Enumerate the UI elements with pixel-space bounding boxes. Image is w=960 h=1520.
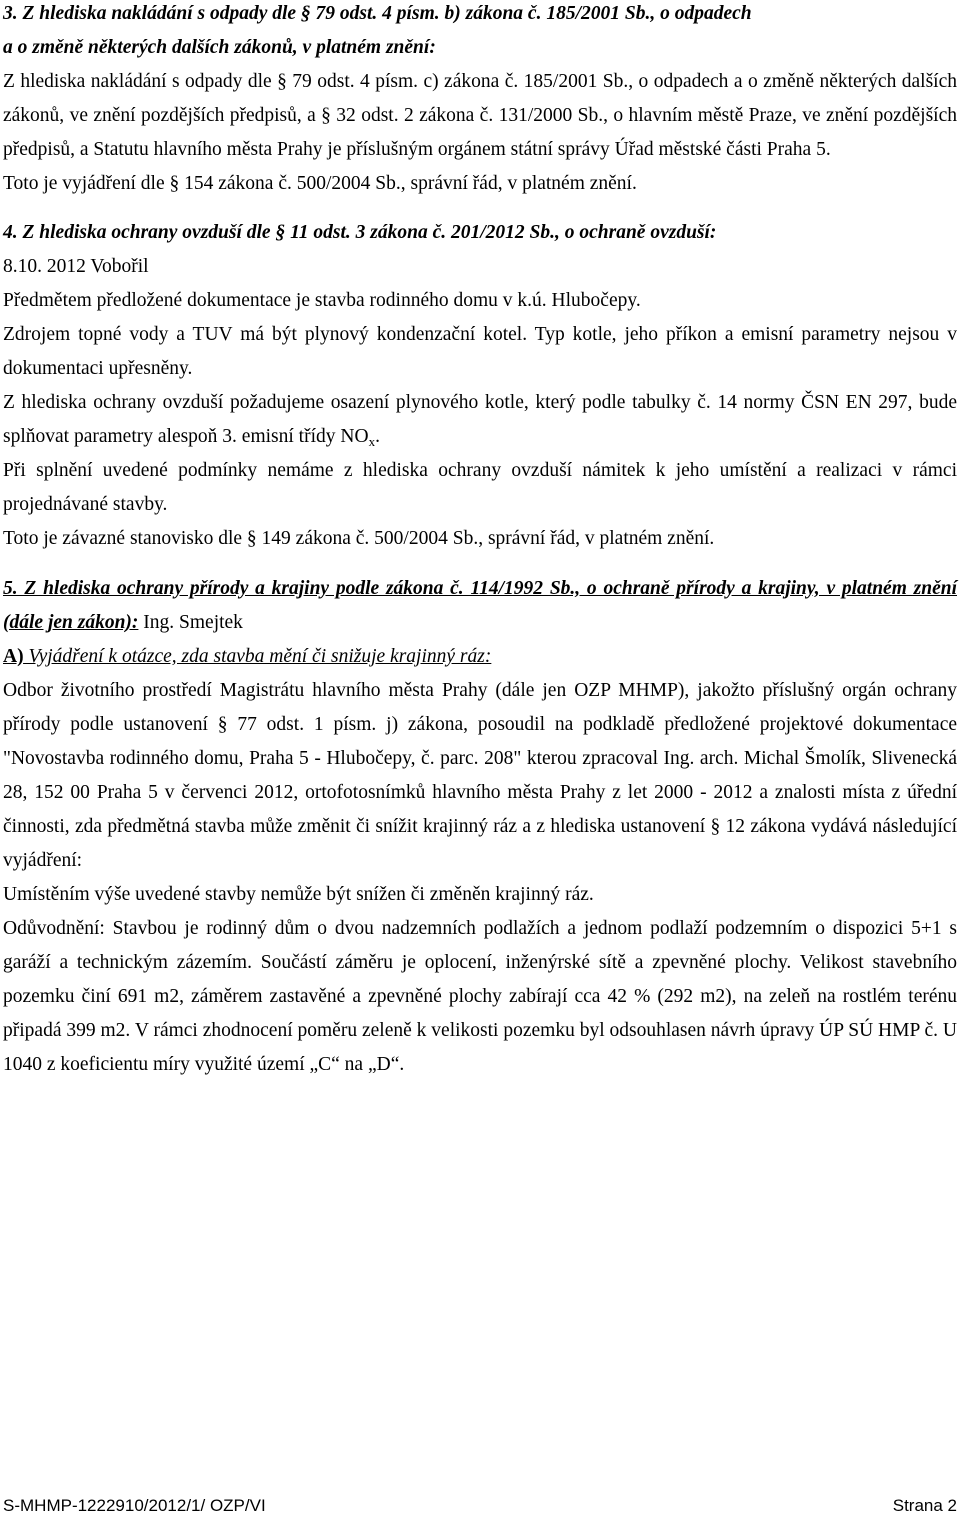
spacer bbox=[0, 556, 960, 572]
requirement-text: Z hlediska ochrany ovzduší požadujeme osazení plynového kotle, který podle tabulky č. 14 normy ČSN EN 297, bude splňovat parametry alespoň 3. emisní třídy NO bbox=[3, 392, 957, 447]
requirement-end: . bbox=[375, 426, 380, 447]
section3-paragraph: Z hlediska nakládání s odpady dle § 79 odst. 4 písm. c) zákona č. 185/2001 Sb., o odpadech a o změně některých dalších zákonů, ve znění pozdějších předpisů, a § 32 odst. 2 zákona č. 131/2000 Sb., o hlavním městě Praze, ve znění pozdějších předpisů, a Statutu hlavního města Prahy je příslušným orgánem státní správy Úřad městské části Praha 5. bbox=[3, 71, 957, 160]
section5-heading-block bbox=[0, 572, 957, 640]
section3-heading-line2: a o změně některých dalších zákonů, v platném znění: bbox=[3, 37, 436, 58]
spacer bbox=[0, 201, 960, 216]
question-text: Vyjádření k otázce, zda stavba mění či snižuje krajinný ráz: bbox=[23, 646, 492, 667]
section3-heading-line1: 3. Z hlediska nakládání s odpady dle § 79 odst. 4 písm. b) zákona č. 185/2001 Sb., o odpadech bbox=[3, 3, 752, 24]
section5-conclusion: Umístěním výše uvedené stavby nemůže být snížen či změněn krajinný ráz. bbox=[3, 884, 594, 905]
section5-author: Ing. Smejtek bbox=[138, 612, 243, 633]
section4-statement: Toto je závazné stanovisko dle § 149 zákona č. 500/2004 Sb., správní řád, v platném znění. bbox=[3, 528, 715, 549]
section3-heading bbox=[0, 0, 957, 65]
section5-heading: 5. Z hlediska ochrany přírody a krajiny podle zákona č. 114/1992 Sb., o ochraně přírody a krajiny, v platném znění (dále jen zákon): bbox=[3, 578, 957, 633]
section4-paragraph-source: Zdrojem topné vody a TUV má být plynový kondenzační kotel. Typ kotle, jeho příkon a emisní parametry nejsou v dokumentaci upřesněny. bbox=[3, 324, 957, 379]
section4-heading: 4. Z hlediska ochrany ovzduší dle § 11 odst. 3 zákona č. 201/2012 Sb., o ochraně ovzduší: bbox=[3, 222, 717, 243]
section5-justification: Odůvodnění: Stavbou je rodinný dům o dvou nadzemních podlažích a jednom podlaží podzemním o dispozici 5+1 s garáží a technickým zázemím. Součástí záměru je oplocení, inženýrské sítě a zpevněné plochy. Velikost stavebního pozemku činí 691 m2, záměrem zastavěné a zpevněné plochy zabírají cca 42 % (292 m2), na zeleň na rostlém terénu připadá 399 m2. V rámci zhodnocení poměru zeleně k velikosti pozemku byl odsouhlasen návrh úpravy ÚP SÚ HMP č. U 1040 z koeficientu míry využité území „C“ na „D“. bbox=[3, 918, 957, 1075]
page-number: Strana 2 bbox=[892, 1496, 957, 1515]
section4-paragraph-subject: Předmětem předložené dokumentace je stavba rodinného domu v k.ú. Hlubočepy. bbox=[3, 290, 641, 311]
section4-paragraph-requirement bbox=[0, 386, 957, 454]
document-reference: S-MHMP-1222910/2012/1/ OZP/VI bbox=[3, 1496, 266, 1515]
nox-subscript: x bbox=[368, 434, 376, 449]
section4-author: 8.10. 2012 Vobořil bbox=[3, 256, 149, 277]
section3-statement: Toto je vyjádření dle § 154 zákona č. 500/2004 Sb., správní řád, v platném znění. bbox=[3, 173, 637, 194]
section5-paragraph-assessment: Odbor životního prostředí Magistrátu hlavního města Prahy (dále jen OZP MHMP), jakožto příslušný orgán ochrany přírody podle ustanovení § 77 odst. 1 písm. j) zákona, posoudil na podkladě předložené projektové dokumentace "Novostavba rodinného domu, Praha 5 - Hlubočepy, č. parc. 208" kterou zpracoval Ing. arch. Michal Šmolík, Slivenecká 28, 152 00 Praha 5 v červenci 2012, ortofotosnímků hlavního města Prahy z let 2000 - 2012 a znalosti místa z úřední činnosti, zda předmětná stavba může změnit či snížit krajinný ráz a z hlediska ustanovení § 12 zákona vydává následující vyjádření: bbox=[3, 680, 957, 871]
section4-paragraph-condition: Při splnění uvedené podmínky nemáme z hlediska ochrany ovzduší námitek k jeho umístění a realizaci v rámci projednávané stavby. bbox=[3, 460, 957, 515]
question-label: A) bbox=[3, 646, 24, 667]
section5-question bbox=[0, 640, 957, 674]
